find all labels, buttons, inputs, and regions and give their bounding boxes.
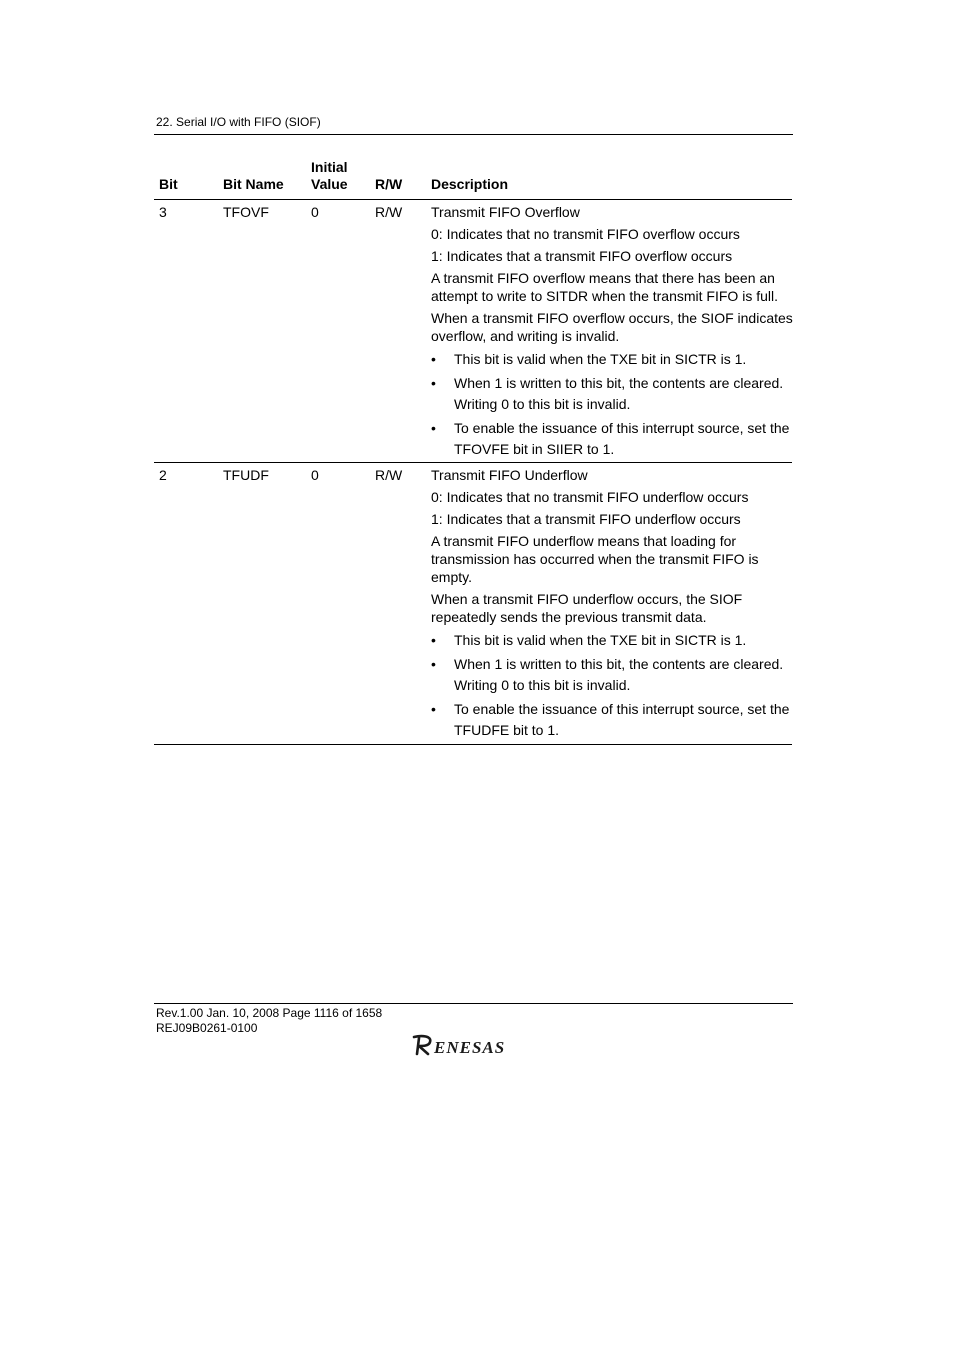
bullet-icon: • — [431, 632, 436, 648]
cell-initial-value: 0 — [311, 467, 319, 483]
bullet-text: This bit is valid when the TXE bit in SICTR is 1. — [454, 632, 747, 648]
header-bit: Bit — [159, 176, 178, 192]
header-initial-line1: Initial — [311, 159, 348, 175]
description-paragraph: 1: Indicates that a transmit FIFO underflow occurs — [431, 511, 741, 527]
cell-initial-value: 0 — [311, 204, 319, 220]
header-rule — [154, 134, 793, 135]
bullet-text: To enable the issuance of this interrupt source, set the TFOVFE bit in SIIER to 1. — [454, 420, 790, 457]
header-initial-line2: Value — [311, 176, 348, 192]
description-title: Transmit FIFO Overflow — [431, 204, 580, 220]
svg-text:ENESAS: ENESAS — [434, 1038, 506, 1056]
bullet-icon: • — [431, 656, 436, 672]
cell-bit: 3 — [159, 204, 167, 220]
table-row — [154, 463, 792, 745]
description-paragraph: When a transmit FIFO overflow occurs, the SIOF indicates overflow, and writing is invalid. — [431, 310, 793, 344]
header-bit-name: Bit Name — [223, 176, 284, 192]
table-row — [154, 200, 792, 463]
bullet-icon: • — [431, 351, 436, 367]
footer-rule — [154, 1003, 793, 1004]
footer-revision: Rev.1.00 Jan. 10, 2008 Page 1116 of 1658 — [156, 1006, 383, 1020]
bullet-item — [431, 373, 793, 415]
header-description: Description — [431, 176, 509, 192]
description-paragraph: A transmit FIFO underflow means that loading for transmission has occurred when the transmit FIFO is empty. — [431, 533, 759, 585]
bullet-item — [431, 418, 793, 460]
cell-description — [431, 466, 793, 744]
bullet-item — [431, 699, 793, 741]
running-header: 22. Serial I/O with FIFO (SIOF) — [156, 115, 321, 129]
register-bit-table — [154, 158, 792, 745]
description-paragraph: 1: Indicates that a transmit FIFO overflow occurs — [431, 248, 733, 264]
description-paragraph: A transmit FIFO overflow means that there has been an attempt to write to SITDR when the transmit FIFO is full. — [431, 270, 778, 304]
bullet-item — [431, 654, 793, 696]
bullet-text: To enable the issuance of this interrupt source, set the TFUDFE bit to 1. — [454, 701, 790, 738]
description-paragraph: 0: Indicates that no transmit FIFO overflow occurs — [431, 226, 740, 242]
table-header — [154, 158, 792, 200]
cell-description — [431, 203, 793, 463]
renesas-logo — [412, 1034, 534, 1056]
bullet-icon: • — [431, 420, 436, 436]
description-paragraph: When a transmit FIFO underflow occurs, the SIOF repeatedly sends the previous transmit data. — [431, 591, 743, 625]
description-paragraph: 0: Indicates that no transmit FIFO underflow occurs — [431, 489, 749, 505]
footer-document-number: REJ09B0261-0100 — [156, 1021, 258, 1035]
bullet-item — [431, 630, 793, 651]
bullet-item — [431, 349, 793, 370]
bullet-icon: • — [431, 701, 436, 717]
description-title: Transmit FIFO Underflow — [431, 467, 588, 483]
cell-bit: 2 — [159, 467, 167, 483]
cell-rw: R/W — [375, 467, 403, 483]
header-rw: R/W — [375, 176, 403, 192]
header-initial-value — [311, 159, 371, 193]
bullet-text: When 1 is written to this bit, the contents are cleared. Writing 0 to this bit is invalid. — [454, 375, 784, 412]
bullet-text: This bit is valid when the TXE bit in SICTR is 1. — [454, 351, 747, 367]
bullet-list — [431, 349, 793, 460]
bullet-icon: • — [431, 375, 436, 391]
cell-bit-name: TFUDF — [223, 467, 269, 483]
bullet-list — [431, 630, 793, 741]
bullet-text: When 1 is written to this bit, the contents are cleared. Writing 0 to this bit is invalid. — [454, 656, 784, 693]
cell-rw: R/W — [375, 204, 403, 220]
cell-bit-name: TFOVF — [223, 204, 269, 220]
